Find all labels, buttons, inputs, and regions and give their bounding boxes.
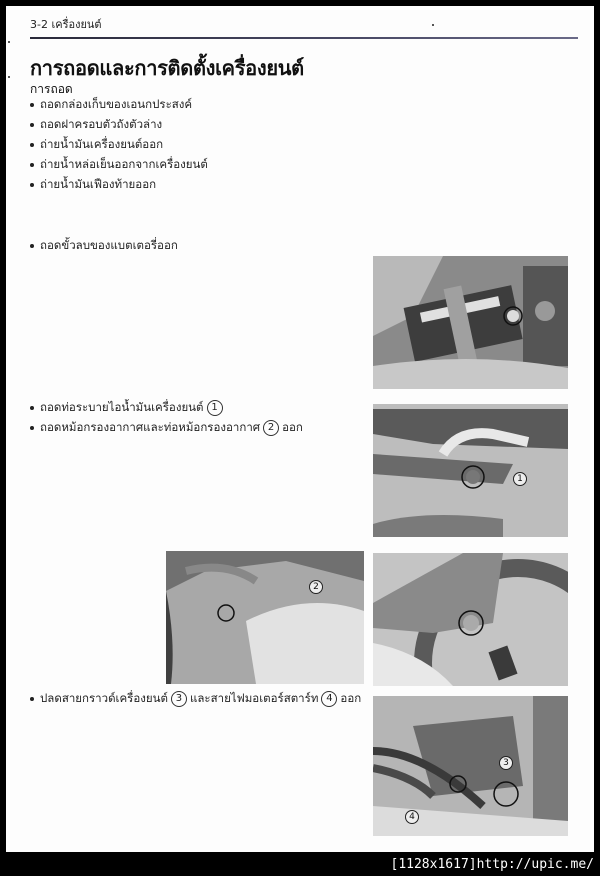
bullet-icon: [30, 123, 34, 127]
header-divider: [30, 37, 578, 39]
breather-hose-photo: [373, 404, 568, 537]
breather-hose-illustration: [373, 404, 568, 537]
manual-page: [6, 6, 594, 852]
callout-4: 4: [405, 810, 419, 824]
callout-marker: 3: [171, 691, 187, 707]
list-item: ถ่ายน้ำมันเครื่องยนต์ออก: [30, 134, 208, 154]
bullet-icon: [30, 183, 34, 187]
list-item: ถอดกล่องเก็บของเอนกประสงค์: [30, 94, 208, 114]
scan-speck: [8, 41, 10, 43]
page-title: การถอดและการติดตั้งเครื่องยนต์: [30, 56, 304, 80]
list-item: ปลดสายกราวด์เครื่องยนต์ 3 และสายไฟมอเตอร์สตาร์ท 4 ออก: [30, 688, 361, 708]
bullet-icon: [30, 244, 34, 248]
rear-wheel-illustration: [373, 553, 568, 686]
hose-steps: [30, 397, 303, 437]
list-item: ถ่ายน้ำหล่อเย็นออกจากเครื่องยนต์: [30, 154, 208, 174]
air-cleaner-illustration: [166, 551, 364, 684]
starter-motor-illustration: [373, 696, 568, 836]
bullet-icon: [30, 406, 34, 410]
battery-step: [30, 235, 178, 255]
list-item: ถอดฝาครอบตัวถังตัวล่าง: [30, 114, 208, 134]
callout-1: 1: [513, 472, 527, 486]
starter-motor-photo: [373, 696, 568, 836]
bullet-icon: [30, 103, 34, 107]
section-header: 3-2 เครื่องยนต์: [30, 18, 102, 31]
battery-illustration: [373, 256, 568, 389]
bullet-icon: [30, 426, 34, 430]
callout-3: 3: [499, 756, 513, 770]
rear-wheel-bolt-photo: [373, 553, 568, 686]
list-item: ถอดขั้วลบของแบตเตอรี่ออก: [30, 235, 178, 255]
callout-marker: 2: [263, 420, 279, 436]
callout-marker: 1: [207, 400, 223, 416]
removal-steps-list: [30, 94, 208, 194]
list-item: ถ่ายน้ำมันเฟืองท้ายออก: [30, 174, 208, 194]
list-item: ถอดท่อระบายไอน้ำมันเครื่องยนต์ 1: [30, 397, 303, 417]
scan-speck: [432, 24, 434, 26]
callout-2: 2: [309, 580, 323, 594]
bullet-icon: [30, 163, 34, 167]
bullet-icon: [30, 143, 34, 147]
list-item: ถอดหม้อกรองอากาศและท่อหม้อกรองอากาศ 2 ออก: [30, 417, 303, 437]
image-watermark: [1128x1617]http://upic.me/: [390, 857, 594, 872]
battery-terminal-photo: [373, 256, 568, 389]
bullet-icon: [30, 697, 34, 701]
ground-step: [30, 688, 361, 708]
section-subtitle: การถอด: [30, 82, 73, 96]
callout-marker: 4: [321, 691, 337, 707]
scan-speck: [8, 76, 10, 78]
air-cleaner-photo: [166, 551, 364, 684]
